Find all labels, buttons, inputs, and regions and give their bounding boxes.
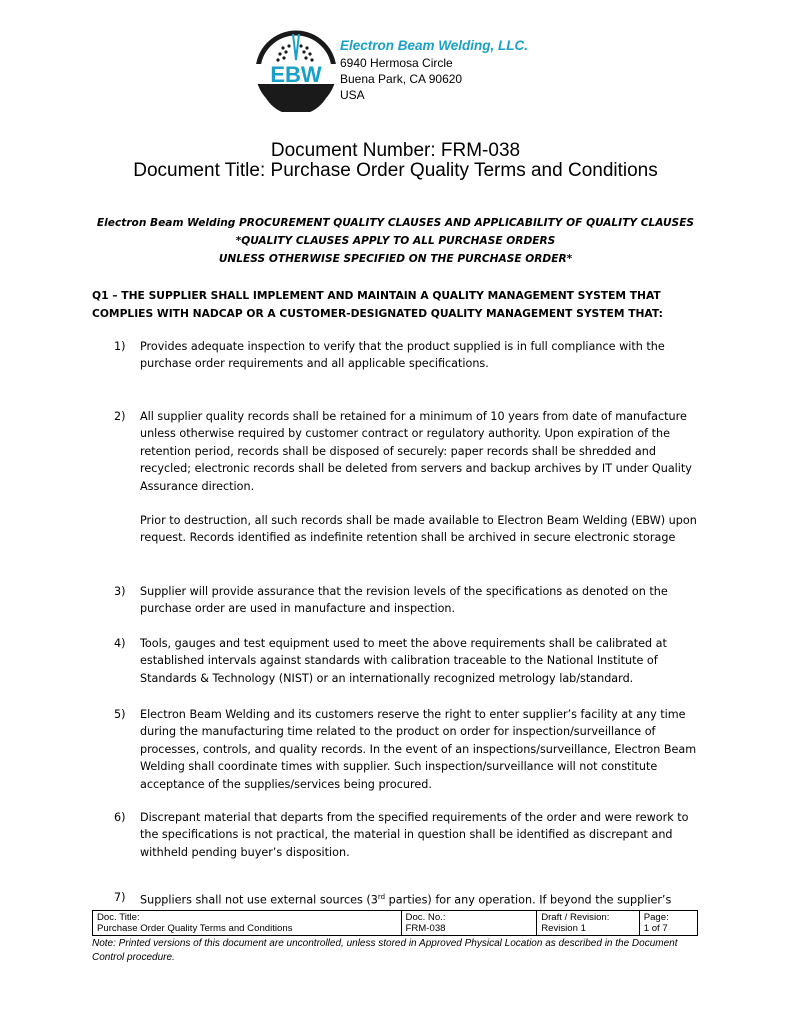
item-number: 2) (114, 410, 126, 423)
banner-line-2: *QUALITY CLAUSES APPLY TO ALL PURCHASE ORDERS (235, 235, 556, 247)
item-text: Electron Beam Welding and its customers reserve the right to enter supplier’s facility at any time during the manufacturing time related to the product on order for inspection/surveillance of processes, controls, and quality records. In the event of an inspections/surveillance, Electron Beam Welding shall coordinate times with supplier. Such inspection/surveillance will not constitute acceptance of the supplies/services being procured. (140, 708, 697, 791)
item-text: Discrepant material that departs from the specified requirements of the order and were rework to the specifications is not practical, the material in question shall be identified as discrepant and withheld pending buyer’s disposition. (140, 811, 689, 859)
doc-no-label: Doc. No.: (405, 912, 446, 923)
revision-value: Revision 1 (541, 923, 586, 934)
doc-title-cell (93, 911, 402, 936)
item-text: Provides adequate inspection to verify that the product supplied is in full compliance with the purchase order requirements and all applicable specifications. (140, 340, 665, 371)
doc-title-label: Doc. Title: (97, 912, 140, 923)
page-cell (639, 911, 697, 936)
revision-label: Draft / Revision: (541, 912, 610, 923)
page-label: Page: (643, 912, 669, 923)
item-number: 6) (114, 811, 126, 824)
document-number: Document Number: FRM-038 (270, 140, 521, 161)
banner-line-1: Electron Beam Welding PROCUREMENT QUALITY CLAUSES AND APPLICABILITY OF QUALITY CLAUSES (96, 217, 695, 229)
item-text-end: parties) for any operation. If beyond the supplier’s (385, 893, 672, 907)
banner-line-3: UNLESS OTHERWISE SPECIFIED ON THE PURCHASE ORDER* (218, 253, 573, 265)
company-name: Electron Beam Welding, LLC. (340, 38, 529, 53)
revision-cell (537, 911, 640, 936)
item-number: 7) (114, 891, 126, 904)
document-title: Document Title: Purchase Order Quality Terms and Conditions (133, 160, 658, 181)
address-line-1: 6940 Hermosa Circle (340, 56, 453, 70)
ebw-logo (255, 30, 337, 112)
item-text: Supplier will provide assurance that the revision levels of the specifications as denoted on the purchase order are used in manufacture and inspection. (140, 585, 668, 616)
item-text: Tools, gauges and test equipment used to meet the above requirements shall be calibrated at established intervals against standards with calibration traceable to the National Institute of Standards & Technology (NIST) or an internationally recognized metrology lab/standard. (140, 637, 667, 685)
item-number: 4) (114, 637, 126, 650)
item-number: 5) (114, 708, 126, 721)
item-text-start: Suppliers shall not use external sources (3 (140, 893, 378, 907)
address-line-2: Buena Park, CA 90620 (340, 72, 463, 86)
item-number: 1) (114, 340, 126, 353)
logo-text: EBW (270, 62, 322, 87)
doc-no-cell (401, 911, 537, 936)
item-text: All supplier quality records shall be retained for a minimum of 10 years from date of manufacture unless otherwise required by customer contract or regulatory authority. Upon expiration of the retention period, records shall be disposed of securely: paper records shall be shredded and recycled; electronic records shall be deleted from servers and backup archives by IT under Quality Assurance direction. (140, 410, 692, 493)
item-text (140, 889, 710, 909)
footer-note: Note: Printed versions of this document are uncontrolled, unless stored in Approved Physical Location as described in the Document Control procedure. (92, 938, 678, 963)
doc-no-value: FRM-038 (405, 923, 446, 934)
footer-table (92, 910, 698, 936)
q1-heading: Q1 – THE SUPPLIER SHALL IMPLEMENT AND MAINTAIN A QUALITY MANAGEMENT SYSTEM THAT COMPLIES WITH NADCAP OR A CUSTOMER-DESIGNATED QUALITY MANAGEMENT SYSTEM THAT: (92, 289, 663, 320)
page-value: 1 of 7 (643, 923, 668, 934)
superscript: rd (377, 893, 386, 901)
doc-title-value: Purchase Order Quality Terms and Conditions (97, 923, 293, 934)
item-number: 3) (114, 585, 126, 598)
item-text-paragraph-2: Prior to destruction, all such records shall be made available to Electron Beam Welding (EBW) upon request. Records identified as indefinite retention shall be archived in secure electronic storage (140, 514, 697, 545)
address-line-3: USA (340, 88, 365, 102)
